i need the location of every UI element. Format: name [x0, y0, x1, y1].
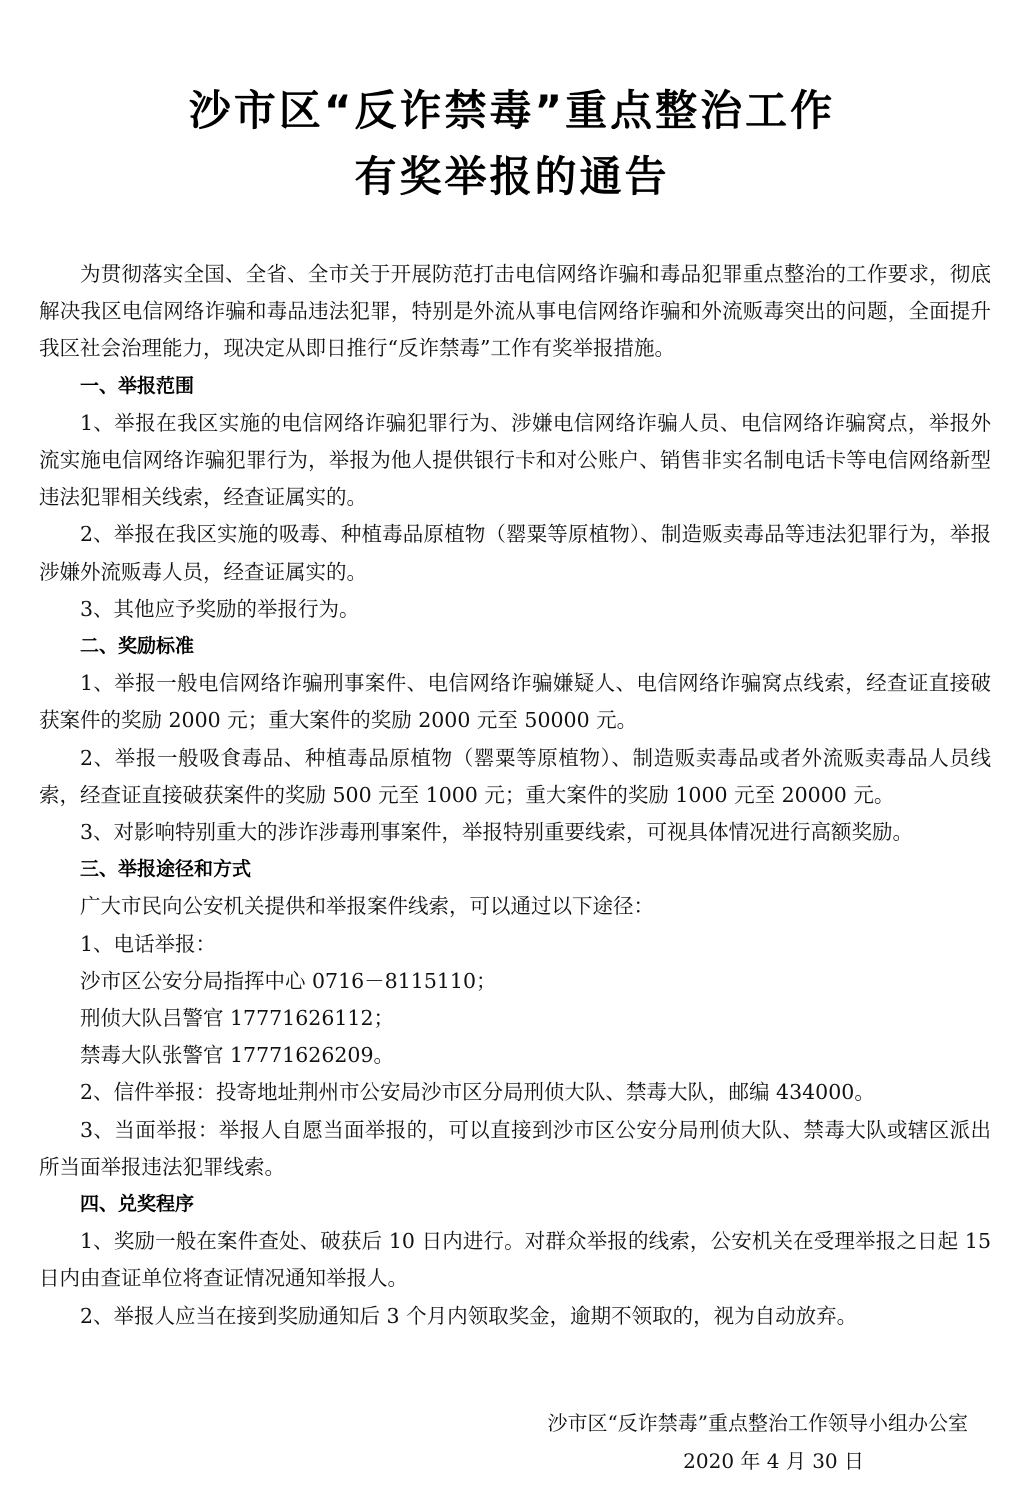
section-heading-scope: 一、举报范围 — [80, 374, 195, 397]
title-line-1: 沙市区“反诈禁毒”重点整治工作 — [188, 86, 836, 135]
procedure-item-1: 1、奖励一般在案件查处、破获后 10 日内进行。对群众举报的线索，公安机关在受理举报之日起 15 日内由查证单位将查证情况通知举报人。 — [39, 1229, 991, 1291]
issuing-office: 沙市区“反诈禁毒”重点整治工作领导小组办公室 — [547, 1411, 968, 1435]
phone-command-center: 沙市区公安分局指挥中心 0716－8115110； — [80, 968, 497, 993]
section-heading-reward: 二、奖励标准 — [80, 635, 195, 658]
document-title — [0, 78, 1024, 210]
reward-item-1: 1、举报一般电信网络诈骗刑事案件、电信网络诈骗嫌疑人、电信网络诈骗窝点线索，经查证直接破获案件的奖励 2000 元；重大案件的奖励 2000 元至 50000 元。 — [39, 671, 991, 733]
channel-in-person: 3、当面举报：举报人自愿当面举报的，可以直接到沙市区公安分局刑侦大队、禁毒大队或辖区派出所当面举报违法犯罪线索。 — [39, 1117, 991, 1179]
signature-block — [548, 1404, 968, 1480]
channels-intro: 广大市民向公安机关提供和举报案件线索，可以通过以下途径： — [80, 894, 654, 919]
channel-letter: 2、信件举报：投寄地址荆州市公安局沙市区分局刑侦大队、禁毒大队，邮编 434000。 — [80, 1080, 875, 1105]
section-heading-channels: 三、举报途径和方式 — [80, 858, 252, 881]
scope-item-1: 1、举报在我区实施的电信网络诈骗犯罪行为、涉嫌电信网络诈骗人员、电信网络诈骗窝点，举报外流实施电信网络诈骗犯罪行为，举报为他人提供银行卡和对公账户、销售非实名制电话卡等电信网络新型违法犯罪相关线索，经查证属实的。 — [39, 410, 991, 510]
phone-criminal-police: 刑侦大队吕警官 17771626112； — [80, 1006, 394, 1031]
phone-drug-control: 禁毒大队张警官 17771626209。 — [80, 1043, 394, 1068]
document-body — [39, 256, 991, 1335]
section-heading-procedure: 四、兑奖程序 — [80, 1193, 195, 1216]
intro-paragraph: 为贯彻落实全国、全省、全市关于开展防范打击电信网络诈骗和毒品犯罪重点整治的工作要求，彻底解决我区电信网络诈骗和毒品违法犯罪，特别是外流从事电信网络诈骗和外流贩毒突出的问题，全面提升我区社会治理能力，现决定从即日推行“反诈禁毒”工作有奖举报措施。 — [39, 262, 991, 361]
reward-item-2: 2、举报一般吸食毒品、种植毒品原植物（罂粟等原植物）、制造贩卖毒品或者外流贩卖毒品人员线索，经查证直接破获案件的奖励 500 元至 1000 元；重大案件的奖励 1000 元至 20000 元。 — [39, 745, 991, 807]
scope-item-2: 2、举报在我区实施的吸毒、种植毒品原植物（罂粟等原植物）、制造贩卖毒品等违法犯罪行为，举报涉嫌外流贩毒人员，经查证属实的。 — [39, 522, 991, 584]
procedure-item-2: 2、举报人应当在接到奖励通知后 3 个月内领取奖金，逾期不领取的，视为自动放弃。 — [80, 1303, 858, 1328]
scope-item-3: 3、其他应予奖励的举报行为。 — [80, 596, 360, 621]
title-line-2: 有奖举报的通告 — [354, 152, 670, 201]
channel-phone: 1、电话举报： — [80, 931, 217, 956]
issue-date: 2020 年 4 月 30 日 — [683, 1449, 864, 1473]
reward-item-3: 3、对影响特别重大的涉诈涉毒刑事案件，举报特别重要线索，可视具体情况进行高额奖励。 — [80, 820, 914, 845]
